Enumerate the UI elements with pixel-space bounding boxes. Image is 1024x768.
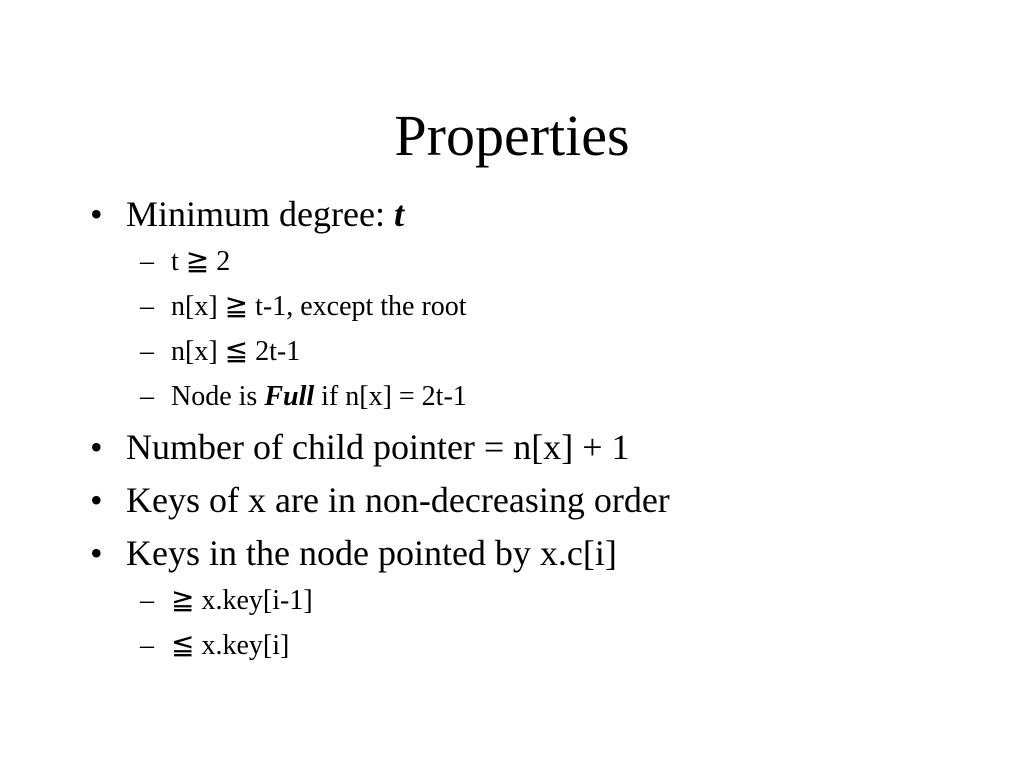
subbullet-text: t ≧ 2 [171,246,231,277]
subbullet-text: n[x] ≦ 2t-1 [171,336,301,367]
bullet-text: Number of child pointer = n[x] + 1 [126,427,630,467]
subbullet-text: n[x] ≧ t-1, except the root [171,291,467,322]
subbullet-text: ≧ x.key[i-1] [171,585,313,616]
bullet-marker: • [90,427,103,467]
subbullet-text-emphasis: Full [264,381,315,412]
slide-title: Properties [394,103,630,168]
subbullet-text-suffix: if n[x] = 2t-1 [314,381,467,412]
bullet-text: Keys in the node pointed by x.c[i] [126,533,617,573]
bullet-text-emphasis: t [393,194,404,234]
dash-marker: – [140,630,154,661]
bullet-text [126,192,404,236]
bullet-text: Keys of x are in non-decreasing order [126,480,670,520]
dash-marker: – [140,246,154,277]
bullet-marker: • [90,533,103,573]
bullet-text-prefix: Minimum degree: [126,194,394,234]
subbullet-text-prefix: Node is [171,381,265,412]
bullet-marker: • [90,194,103,234]
dash-marker: – [140,381,154,412]
bullet-marker: • [90,480,103,520]
subbullet-text [171,380,467,414]
dash-marker: – [140,291,154,322]
dash-marker: – [140,585,154,616]
subbullet-text: ≦ x.key[i] [171,630,290,661]
dash-marker: – [140,336,154,367]
